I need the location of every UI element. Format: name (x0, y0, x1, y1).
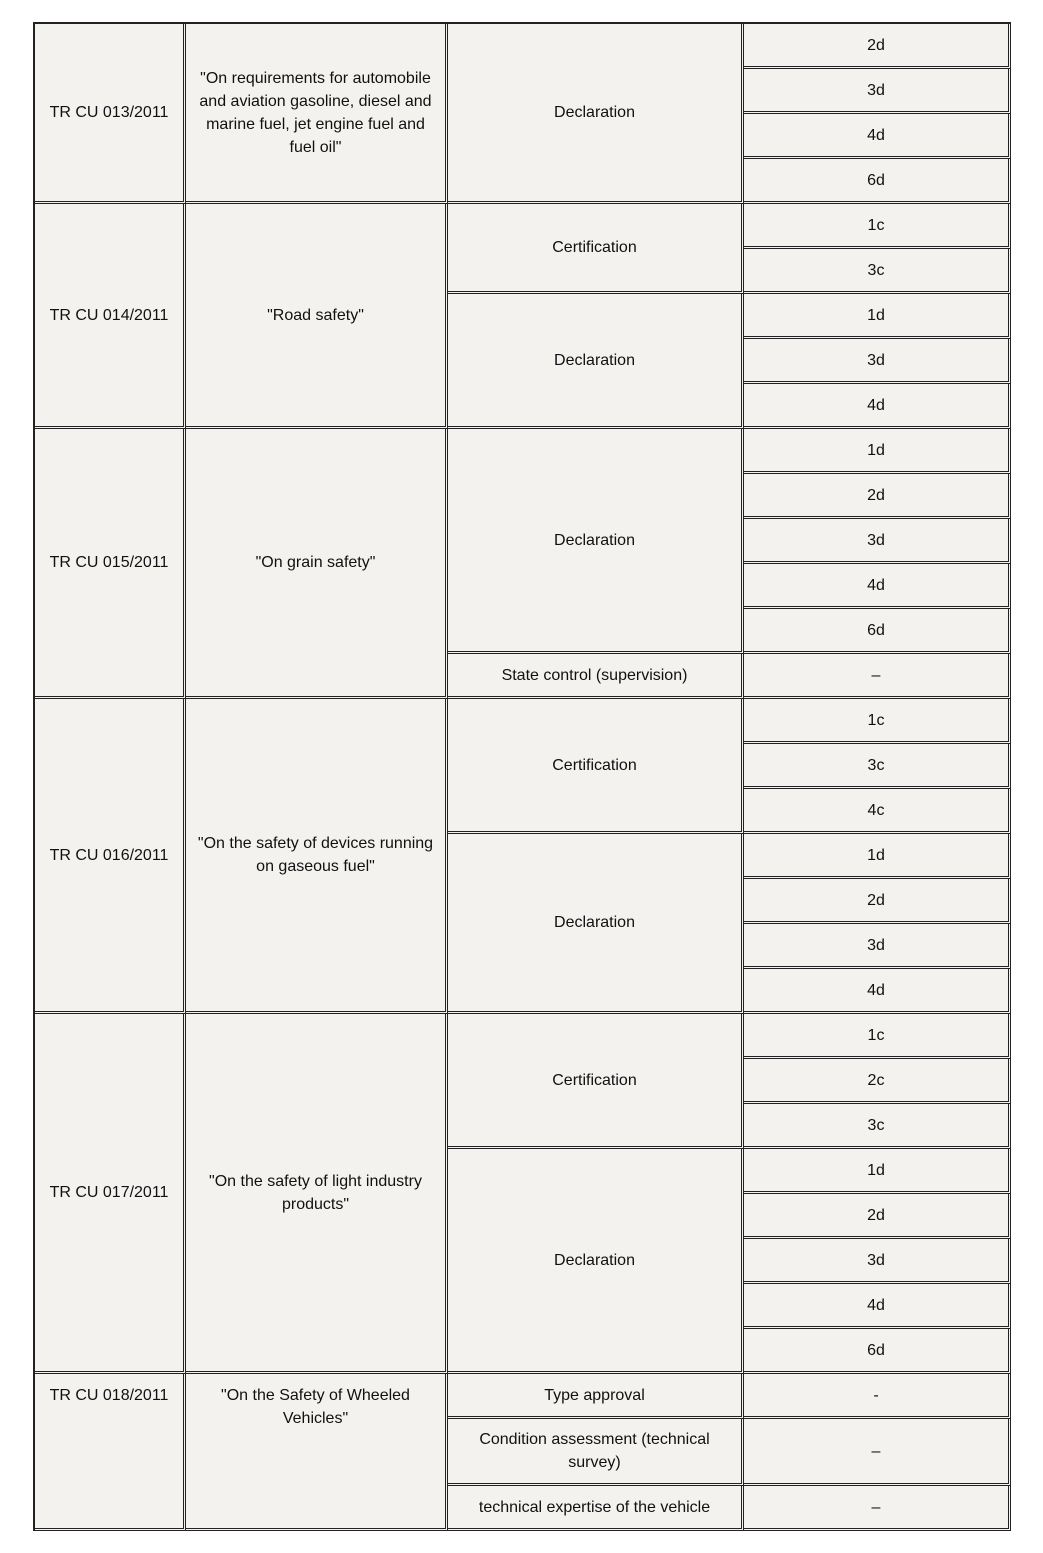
scheme-cell: 3c (744, 744, 1011, 789)
conformity-form: Certification (448, 204, 744, 294)
scheme-cell: 1d (744, 429, 1011, 474)
scheme-cell: 4d (744, 564, 1011, 609)
table-row (35, 24, 1011, 69)
title-line: on gaseous fuel" (256, 858, 375, 875)
conformity-form: Declaration (448, 294, 744, 429)
scheme-cell: 1d (744, 1149, 1011, 1194)
scheme-cell: – (744, 1486, 1011, 1531)
scheme-cell: 3c (744, 1104, 1011, 1149)
regulation-title: "On grain safety" (186, 429, 448, 699)
scheme-cell: 6d (744, 609, 1011, 654)
scheme-cell: 4d (744, 1284, 1011, 1329)
scheme-cell: 2d (744, 474, 1011, 519)
conformity-form: Declaration (448, 429, 744, 654)
conformity-form: Condition assessment (technical survey) (448, 1419, 744, 1486)
scheme-cell: 6d (744, 159, 1011, 204)
title-line: "On the safety of devices running (197, 835, 434, 852)
regulation-title: "Road safety" (186, 204, 448, 429)
table-row (35, 699, 1011, 744)
regulation-code: TR CU 018/2011 (35, 1374, 186, 1531)
scheme-cell: 1d (744, 294, 1011, 339)
regulation-title: "On the Safety of Wheeled Vehicles" (186, 1374, 448, 1531)
conformity-form: Declaration (448, 24, 744, 204)
scheme-cell: 4d (744, 114, 1011, 159)
scheme-cell: 2d (744, 879, 1011, 924)
scheme-cell: – (744, 1419, 1011, 1486)
conformity-form: Declaration (448, 1149, 744, 1374)
scheme-cell: 4d (744, 384, 1011, 429)
regulation-code: TR CU 017/2011 (35, 1014, 186, 1374)
scheme-cell: 2d (744, 24, 1011, 69)
scheme-cell: 3d (744, 69, 1011, 114)
regulation-code: TR CU 014/2011 (35, 204, 186, 429)
scheme-cell: 1c (744, 699, 1011, 744)
table-row (35, 1014, 1011, 1059)
scheme-cell: 3d (744, 519, 1011, 564)
regulation-code: TR CU 013/2011 (35, 24, 186, 204)
conformity-form: State control (supervision) (448, 654, 744, 699)
scheme-cell: 4c (744, 789, 1011, 834)
conformity-form: Type approval (448, 1374, 744, 1419)
conformity-form: Certification (448, 699, 744, 834)
conformity-form: Declaration (448, 834, 744, 1014)
scheme-cell: 1c (744, 204, 1011, 249)
regulation-code: TR CU 016/2011 (35, 699, 186, 1014)
regulation-code: TR CU 015/2011 (35, 429, 186, 699)
regulation-title (186, 699, 448, 1014)
conformity-form: technical expertise of the vehicle (448, 1486, 744, 1531)
regulations-table (33, 22, 1011, 1531)
scheme-cell: 6d (744, 1329, 1011, 1374)
conformity-form: Certification (448, 1014, 744, 1149)
scheme-cell: 3c (744, 249, 1011, 294)
scheme-cell: 2d (744, 1194, 1011, 1239)
scheme-cell: – (744, 654, 1011, 699)
scheme-cell: 1d (744, 834, 1011, 879)
scheme-cell: 3d (744, 1239, 1011, 1284)
scheme-cell: 3d (744, 339, 1011, 384)
table-row (35, 1374, 1011, 1419)
regulation-title: "On the safety of light industry products" (186, 1014, 448, 1374)
scheme-cell: 4d (744, 969, 1011, 1014)
scheme-cell: 2c (744, 1059, 1011, 1104)
table-row (35, 429, 1011, 474)
table-row (35, 204, 1011, 249)
scheme-cell: 3d (744, 924, 1011, 969)
regulation-title: "On requirements for automobile and aviation gasoline, diesel and marine fuel, jet engine fuel and fuel oil" (186, 24, 448, 204)
scheme-cell: 1c (744, 1014, 1011, 1059)
scheme-cell: - (744, 1374, 1011, 1419)
